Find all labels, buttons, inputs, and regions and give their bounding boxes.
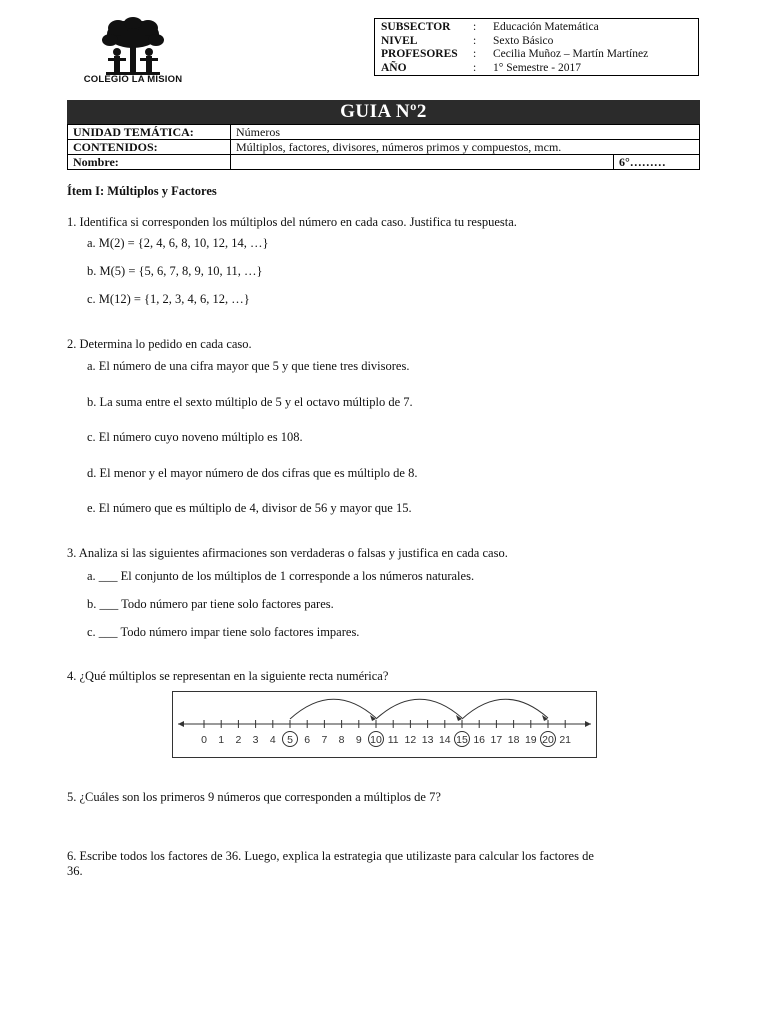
info-row-profesores: [381, 48, 692, 62]
meta-row-contenidos: [68, 140, 700, 155]
curso-field[interactable]: 6°………: [614, 155, 700, 170]
info-row-anio: [381, 62, 692, 76]
nombre-field[interactable]: [231, 155, 614, 170]
question-2a: a. El número de una cifra mayor que 5 y que tiene tres divisores.: [87, 359, 410, 373]
number-line-label: 19: [524, 734, 537, 746]
info-key: SUBSECTOR: [381, 21, 451, 33]
info-separator: :: [473, 61, 477, 74]
contenidos-label: CONTENIDOS:: [68, 140, 231, 155]
question-3a: a. ___ El conjunto de los múltiplos de 1 corresponde a los números naturales.: [87, 569, 475, 583]
number-line-left-arrow: [178, 721, 184, 727]
question-6-line1: 6. Escribe todos los factores de 36. Luego, explica la estrategia que utilizaste para calcular los factores de: [67, 849, 594, 863]
number-line-label: 11: [387, 734, 399, 746]
nombre-label: Nombre:: [68, 155, 231, 170]
meta-row-nombre: [68, 155, 700, 170]
question-2c: c. El número cuyo noveno múltiplo es 108.: [87, 430, 303, 444]
info-value: Sexto Básico: [493, 34, 554, 47]
info-separator: :: [473, 48, 477, 60]
meta-table: [67, 124, 700, 170]
number-line-label: 17: [490, 734, 503, 746]
number-line-label: 8: [338, 734, 345, 746]
info-box: [374, 18, 699, 76]
number-line-label: 7: [321, 734, 328, 746]
info-row-nivel: [381, 35, 692, 49]
question-3c: c. ___ Todo número impar tiene solo factores impares.: [87, 625, 360, 639]
question-2b: b. La suma entre el sexto múltiplo de 5 y el octavo múltiplo de 7.: [87, 395, 413, 409]
unidad-value: Números: [231, 125, 700, 140]
number-line-label: 3: [252, 734, 259, 746]
info-key: PROFESORES: [381, 48, 458, 60]
number-line-label: 9: [355, 734, 362, 746]
info-separator: :: [473, 21, 477, 33]
number-line-label: 6: [304, 734, 311, 746]
number-line-label: 0: [201, 734, 207, 746]
number-line-label: 18: [507, 734, 520, 746]
question-6-line2: 36.: [67, 864, 83, 878]
number-line-label: 21: [559, 734, 572, 746]
school-name: COLEGIO LA MISION: [83, 74, 183, 85]
number-line-label: 16: [473, 734, 486, 746]
question-1c: c. M(12) = {1, 2, 3, 4, 6, 12, …}: [87, 292, 250, 306]
unidad-label: UNIDAD TEMÁTICA:: [68, 125, 231, 140]
number-line-jump-arc: [376, 699, 462, 719]
number-line-label: 10: [370, 734, 382, 746]
number-line: [172, 691, 597, 758]
question-1a: a. M(2) = {2, 4, 6, 8, 10, 12, 14, …}: [87, 236, 269, 250]
info-key: AÑO: [381, 61, 407, 74]
info-separator: :: [473, 34, 477, 47]
contenidos-value: Múltiplos, factores, divisores, números primos y compuestos, mcm.: [231, 140, 700, 155]
number-line-label: 13: [421, 734, 434, 746]
info-value: Educación Matemática: [493, 21, 599, 33]
number-line-jump-arc: [290, 699, 376, 719]
question-1b: b. M(5) = {5, 6, 7, 8, 9, 10, 11, …}: [87, 264, 263, 278]
number-line-right-arrow: [585, 721, 591, 727]
question-3b: b. ___ Todo número par tiene solo factores pares.: [87, 597, 334, 611]
number-line-label: 20: [542, 734, 554, 746]
question-4: 4. ¿Qué múltiplos se representan en la siguiente recta numérica?: [67, 669, 389, 683]
question-2: 2. Determina lo pedido en cada caso.: [67, 337, 252, 351]
number-line-label: 4: [269, 734, 276, 746]
number-line-label: 12: [404, 734, 417, 746]
info-row-subsector: [381, 21, 692, 35]
guide-title: GUIA Nº2: [67, 100, 700, 124]
meta-row-unidad: [68, 125, 700, 140]
question-2d: d. El menor y el mayor número de dos cifras que es múltiplo de 8.: [87, 466, 418, 480]
question-2e: e. El número que es múltiplo de 4, divisor de 56 y mayor que 15.: [87, 501, 412, 515]
question-5: 5. ¿Cuáles son los primeros 9 números que corresponden a múltiplos de 7?: [67, 790, 441, 804]
info-value: Cecilia Muñoz – Martín Martínez: [493, 48, 649, 60]
number-line-label: 2: [235, 734, 242, 746]
number-line-label: 1: [218, 734, 225, 746]
number-line-label: 5: [287, 734, 293, 746]
section-title: Ítem I: Múltiplos y Factores: [67, 184, 217, 198]
question-1: 1. Identifica si corresponden los múltiplos del número en cada caso. Justifica tu respuesta.: [67, 215, 517, 229]
info-key: NIVEL: [381, 34, 418, 47]
number-line-jump-arc: [462, 699, 548, 719]
number-line-label: 14: [438, 734, 451, 746]
question-3: 3. Analiza si las siguientes afirmaciones son verdaderas o falsas y justifica en cada caso.: [67, 546, 508, 560]
info-value: 1° Semestre - 2017: [493, 61, 581, 74]
number-line-label: 15: [456, 734, 468, 746]
